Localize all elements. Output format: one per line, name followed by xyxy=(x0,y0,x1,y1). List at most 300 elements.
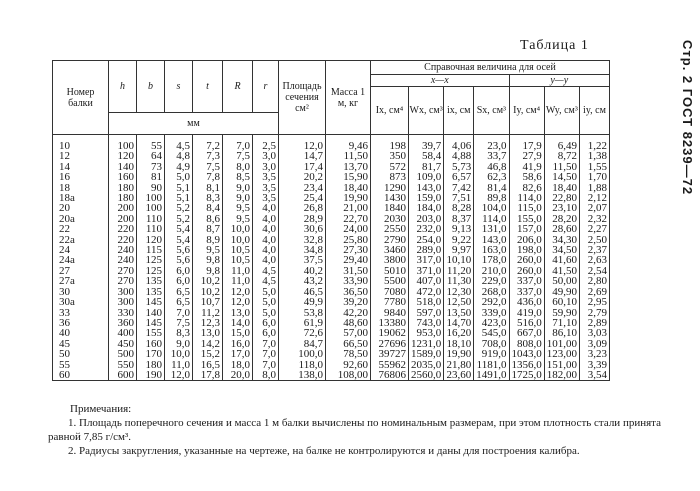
value-cell: 12,0 xyxy=(165,370,193,381)
beam-number-cell: 24а xyxy=(53,255,109,265)
value-cell: 110 xyxy=(137,224,165,234)
value-cell: 6,49 xyxy=(544,135,579,152)
value-cell: 12,50 xyxy=(444,297,474,307)
value-cell: 10,7 xyxy=(193,297,223,307)
value-cell: 317,0 xyxy=(409,255,444,265)
value-cell: 5,1 xyxy=(165,193,193,203)
value-cell: 42,20 xyxy=(326,308,371,318)
value-cell: 1,55 xyxy=(580,162,610,172)
value-cell: 82,6 xyxy=(509,183,544,193)
value-cell: 182,00 xyxy=(544,370,579,381)
value-cell: 8,4 xyxy=(193,203,223,213)
value-cell: 5,4 xyxy=(165,224,193,234)
value-cell: 64 xyxy=(137,151,165,161)
value-cell: 2030 xyxy=(371,214,409,224)
value-cell: 101,00 xyxy=(544,339,579,349)
header-ix: ix, см xyxy=(444,87,474,135)
value-cell: 114,0 xyxy=(474,214,509,224)
value-cell: 597,0 xyxy=(409,308,444,318)
value-cell: 1491,0 xyxy=(474,370,509,381)
value-cell: 200 xyxy=(109,203,137,213)
header-beam-number: Номер балки xyxy=(53,61,109,135)
beam-number-cell: 40 xyxy=(53,328,109,338)
beam-number-cell: 55 xyxy=(53,360,109,370)
value-cell: 46,8 xyxy=(474,162,509,172)
value-cell: 289,0 xyxy=(409,245,444,255)
value-cell: 19062 xyxy=(371,328,409,338)
value-cell: 4,5 xyxy=(253,266,279,276)
value-cell: 5,6 xyxy=(165,245,193,255)
value-cell: 667,0 xyxy=(509,328,544,338)
value-cell: 2,12 xyxy=(580,193,610,203)
value-cell: 2,32 xyxy=(580,214,610,224)
value-cell: 43,2 xyxy=(279,276,326,286)
value-cell: 1430 xyxy=(371,193,409,203)
value-cell: 337,0 xyxy=(509,287,544,297)
value-cell: 89,8 xyxy=(474,193,509,203)
value-cell: 6,5 xyxy=(165,287,193,297)
value-cell: 143,0 xyxy=(409,183,444,193)
value-cell: 170 xyxy=(137,349,165,359)
value-cell: 20,2 xyxy=(279,172,326,182)
value-cell: 10,5 xyxy=(223,255,253,265)
value-cell: 22,70 xyxy=(326,214,371,224)
value-cell: 34,50 xyxy=(544,245,579,255)
value-cell: 61,9 xyxy=(279,318,326,328)
value-cell: 1356,0 xyxy=(509,360,544,370)
header-r: r xyxy=(253,61,279,113)
value-cell: 28,9 xyxy=(279,214,326,224)
value-cell: 32,8 xyxy=(279,235,326,245)
value-cell: 110 xyxy=(137,214,165,224)
value-cell: 140 xyxy=(137,308,165,318)
value-cell: 178,0 xyxy=(474,255,509,265)
value-cell: 27,9 xyxy=(509,151,544,161)
value-cell: 9840 xyxy=(371,308,409,318)
value-cell: 743,0 xyxy=(409,318,444,328)
value-cell: 8,9 xyxy=(193,235,223,245)
value-cell: 180 xyxy=(109,193,137,203)
value-cell: 10,2 xyxy=(193,276,223,286)
value-cell: 104,0 xyxy=(474,203,509,213)
beam-number-cell: 20 xyxy=(53,203,109,213)
value-cell: 229,0 xyxy=(474,276,509,286)
value-cell: 7,2 xyxy=(193,135,223,152)
value-cell: 360 xyxy=(109,318,137,328)
value-cell: 1231,0 xyxy=(409,339,444,349)
value-cell: 159,0 xyxy=(409,193,444,203)
notes-title: Примечания: xyxy=(70,403,132,415)
value-cell: 7,42 xyxy=(444,183,474,193)
beam-number-cell: 45 xyxy=(53,339,109,349)
header-mass: Масса 1 м, кг xyxy=(326,61,371,135)
value-cell: 2790 xyxy=(371,235,409,245)
value-cell: 4,8 xyxy=(165,151,193,161)
value-cell: 339,0 xyxy=(474,308,509,318)
value-cell: 31,50 xyxy=(326,266,371,276)
value-cell: 7,0 xyxy=(253,360,279,370)
beam-number-cell: 30 xyxy=(53,287,109,297)
header-Iy: Iy, см⁴ xyxy=(509,87,544,135)
value-cell: 203,0 xyxy=(409,214,444,224)
value-cell: 232,0 xyxy=(409,224,444,234)
value-cell: 2550 xyxy=(371,224,409,234)
value-cell: 206,0 xyxy=(509,235,544,245)
value-cell: 8,0 xyxy=(253,370,279,381)
header-area: Площадь сечения см² xyxy=(279,61,326,135)
value-cell: 7,0 xyxy=(253,339,279,349)
header-axis-x: x—x xyxy=(371,75,510,87)
value-cell: 100 xyxy=(137,193,165,203)
value-cell: 10,5 xyxy=(223,245,253,255)
value-cell: 6,0 xyxy=(253,318,279,328)
value-cell: 16,5 xyxy=(193,360,223,370)
value-cell: 240 xyxy=(109,255,137,265)
value-cell: 5,0 xyxy=(253,308,279,318)
value-cell: 115,0 xyxy=(509,203,544,213)
value-cell: 2,54 xyxy=(580,266,610,276)
header-b: b xyxy=(137,61,165,113)
value-cell: 17,4 xyxy=(279,162,326,172)
value-cell: 2,69 xyxy=(580,287,610,297)
value-cell: 708,0 xyxy=(474,339,509,349)
value-cell: 73 xyxy=(137,162,165,172)
value-cell: 3800 xyxy=(371,255,409,265)
value-cell: 260,0 xyxy=(509,255,544,265)
page-header-vertical: Стр. 2 ГОСТ 8239—72 xyxy=(680,40,695,196)
value-cell: 7,8 xyxy=(193,172,223,182)
value-cell: 3,23 xyxy=(580,349,610,359)
value-cell: 2,95 xyxy=(580,297,610,307)
value-cell: 15,90 xyxy=(326,172,371,182)
value-cell: 1,70 xyxy=(580,172,610,182)
value-cell: 180 xyxy=(137,360,165,370)
value-cell: 23,0 xyxy=(474,135,509,152)
value-cell: 8,28 xyxy=(444,203,474,213)
value-cell: 4,0 xyxy=(253,235,279,245)
header-s: s xyxy=(165,61,193,113)
value-cell: 268,0 xyxy=(474,287,509,297)
value-cell: 1725,0 xyxy=(509,370,544,381)
value-cell: 39,7 xyxy=(409,135,444,152)
value-cell: 20,0 xyxy=(223,370,253,381)
value-cell: 4,0 xyxy=(253,245,279,255)
value-cell: 330 xyxy=(109,308,137,318)
beam-number-cell: 20а xyxy=(53,214,109,224)
value-cell: 2,80 xyxy=(580,276,610,286)
header-R: R xyxy=(223,61,253,113)
value-cell: 12,0 xyxy=(223,297,253,307)
value-cell: 9,5 xyxy=(193,245,223,255)
value-cell: 5,73 xyxy=(444,162,474,172)
beam-number-cell: 10 xyxy=(53,135,109,152)
value-cell: 371,0 xyxy=(409,266,444,276)
table-row xyxy=(53,297,610,307)
value-cell: 8,1 xyxy=(193,183,223,193)
value-cell: 18,10 xyxy=(444,339,474,349)
value-cell: 58,4 xyxy=(409,151,444,161)
value-cell: 3,39 xyxy=(580,360,610,370)
value-cell: 7080 xyxy=(371,287,409,297)
value-cell: 140 xyxy=(109,162,137,172)
header-axis-y: y—y xyxy=(509,75,610,87)
value-cell: 100 xyxy=(109,135,137,152)
value-cell: 11,0 xyxy=(165,360,193,370)
value-cell: 11,30 xyxy=(444,276,474,286)
value-cell: 500 xyxy=(109,349,137,359)
value-cell: 34,30 xyxy=(544,235,579,245)
value-cell: 138,0 xyxy=(279,370,326,381)
value-cell: 19,90 xyxy=(326,193,371,203)
value-cell: 25,80 xyxy=(326,235,371,245)
value-cell: 4,0 xyxy=(253,214,279,224)
value-cell: 190 xyxy=(137,370,165,381)
value-cell: 12,0 xyxy=(223,287,253,297)
value-cell: 270 xyxy=(109,266,137,276)
beam-table xyxy=(52,60,610,381)
value-cell: 10,0 xyxy=(165,349,193,359)
value-cell: 100,0 xyxy=(279,349,326,359)
value-cell: 41,60 xyxy=(544,255,579,265)
value-cell: 8,0 xyxy=(223,162,253,172)
value-cell: 337,0 xyxy=(509,276,544,286)
value-cell: 7,5 xyxy=(193,162,223,172)
value-cell: 407,0 xyxy=(409,276,444,286)
value-cell: 8,7 xyxy=(193,224,223,234)
value-cell: 27696 xyxy=(371,339,409,349)
value-cell: 24,00 xyxy=(326,224,371,234)
note-1: 1. Площадь поперечного сечения и масса 1 м балки вычислены по номинальным размерам, при этом плотность стали принята равной 7,85 г/см³. xyxy=(48,417,661,443)
value-cell: 19,90 xyxy=(444,349,474,359)
value-cell: 808,0 xyxy=(509,339,544,349)
value-cell: 9,97 xyxy=(444,245,474,255)
value-cell: 21,00 xyxy=(326,203,371,213)
value-cell: 220 xyxy=(109,235,137,245)
value-cell: 145 xyxy=(137,297,165,307)
value-cell: 100 xyxy=(137,203,165,213)
value-cell: 2,89 xyxy=(580,318,610,328)
value-cell: 71,10 xyxy=(544,318,579,328)
value-cell: 18,40 xyxy=(544,183,579,193)
value-cell: 14,2 xyxy=(193,339,223,349)
value-cell: 1,38 xyxy=(580,151,610,161)
value-cell: 516,0 xyxy=(509,318,544,328)
value-cell: 72,6 xyxy=(279,328,326,338)
beam-number-cell: 14 xyxy=(53,162,109,172)
value-cell: 13380 xyxy=(371,318,409,328)
value-cell: 5010 xyxy=(371,266,409,276)
value-cell: 160 xyxy=(109,172,137,182)
table-row xyxy=(53,349,610,359)
value-cell: 600 xyxy=(109,370,137,381)
value-cell: 1589,0 xyxy=(409,349,444,359)
value-cell: 81 xyxy=(137,172,165,182)
value-cell: 17,0 xyxy=(223,349,253,359)
value-cell: 2,27 xyxy=(580,224,610,234)
value-cell: 350 xyxy=(371,151,409,161)
value-cell: 108,00 xyxy=(326,370,371,381)
value-cell: 3,03 xyxy=(580,328,610,338)
value-cell: 2560,0 xyxy=(409,370,444,381)
value-cell: 1043,0 xyxy=(509,349,544,359)
value-cell: 29,40 xyxy=(326,255,371,265)
value-cell: 9,8 xyxy=(193,266,223,276)
value-cell: 15,0 xyxy=(223,328,253,338)
value-cell: 60,10 xyxy=(544,297,579,307)
value-cell: 62,3 xyxy=(474,172,509,182)
value-cell: 13,50 xyxy=(444,308,474,318)
value-cell: 11,0 xyxy=(223,276,253,286)
value-cell: 115 xyxy=(137,245,165,255)
value-cell: 4,06 xyxy=(444,135,474,152)
value-cell: 873 xyxy=(371,172,409,182)
value-cell: 7,0 xyxy=(165,308,193,318)
value-cell: 15,2 xyxy=(193,349,223,359)
value-cell: 13,0 xyxy=(193,328,223,338)
value-cell: 114,0 xyxy=(509,193,544,203)
value-cell: 41,9 xyxy=(509,162,544,172)
value-cell: 81,7 xyxy=(409,162,444,172)
value-cell: 198,0 xyxy=(509,245,544,255)
value-cell: 26,8 xyxy=(279,203,326,213)
value-cell: 2,63 xyxy=(580,255,610,265)
value-cell: 125 xyxy=(137,266,165,276)
value-cell: 300 xyxy=(109,287,137,297)
beam-number-cell: 18 xyxy=(53,183,109,193)
value-cell: 9,5 xyxy=(223,203,253,213)
value-cell: 39,20 xyxy=(326,297,371,307)
value-cell: 125 xyxy=(137,255,165,265)
value-cell: 210,0 xyxy=(474,266,509,276)
value-cell: 157,0 xyxy=(509,224,544,234)
header-units-mm: мм xyxy=(109,113,279,135)
value-cell: 5,0 xyxy=(253,297,279,307)
value-cell: 2,07 xyxy=(580,203,610,213)
value-cell: 3,5 xyxy=(253,193,279,203)
value-cell: 2035,0 xyxy=(409,360,444,370)
value-cell: 57,00 xyxy=(326,328,371,338)
value-cell: 5500 xyxy=(371,276,409,286)
value-cell: 163,0 xyxy=(474,245,509,255)
value-cell: 120 xyxy=(137,235,165,245)
value-cell: 14,70 xyxy=(444,318,474,328)
value-cell: 9,13 xyxy=(444,224,474,234)
beam-number-cell: 27 xyxy=(53,266,109,276)
value-cell: 3,5 xyxy=(253,183,279,193)
value-cell: 200 xyxy=(109,214,137,224)
value-cell: 48,60 xyxy=(326,318,371,328)
value-cell: 400 xyxy=(109,328,137,338)
value-cell: 49,9 xyxy=(279,297,326,307)
value-cell: 9,22 xyxy=(444,235,474,245)
value-cell: 2,79 xyxy=(580,308,610,318)
value-cell: 50,00 xyxy=(544,276,579,286)
value-cell: 10,0 xyxy=(223,235,253,245)
value-cell: 28,60 xyxy=(544,224,579,234)
value-cell: 14,0 xyxy=(223,318,253,328)
value-cell: 6,5 xyxy=(165,297,193,307)
notes xyxy=(48,402,678,458)
value-cell: 109,0 xyxy=(409,172,444,182)
header-h: h xyxy=(109,61,137,113)
value-cell: 41,50 xyxy=(544,266,579,276)
value-cell: 21,80 xyxy=(444,360,474,370)
value-cell: 23,10 xyxy=(544,203,579,213)
value-cell: 14,50 xyxy=(544,172,579,182)
value-cell: 12,3 xyxy=(193,318,223,328)
value-cell: 4,0 xyxy=(253,203,279,213)
value-cell: 3460 xyxy=(371,245,409,255)
value-cell: 254,0 xyxy=(409,235,444,245)
value-cell: 37,5 xyxy=(279,255,326,265)
value-cell: 953,0 xyxy=(409,328,444,338)
value-cell: 5,0 xyxy=(253,287,279,297)
value-cell: 260,0 xyxy=(509,266,544,276)
header-Wy: Wy, см³ xyxy=(544,87,579,135)
value-cell: 9,8 xyxy=(193,255,223,265)
value-cell: 7,0 xyxy=(223,135,253,152)
header-Wx: Wx, см³ xyxy=(409,87,444,135)
beam-number-cell: 12 xyxy=(53,151,109,161)
value-cell: 550 xyxy=(109,360,137,370)
value-cell: 8,37 xyxy=(444,214,474,224)
header-t: t xyxy=(193,61,223,113)
value-cell: 14,7 xyxy=(279,151,326,161)
table-caption: Таблица 1 xyxy=(520,38,589,53)
header-reference: Справочная величина для осей xyxy=(371,61,610,75)
value-cell: 2,37 xyxy=(580,245,610,255)
value-cell: 8,3 xyxy=(193,193,223,203)
value-cell: 292,0 xyxy=(474,297,509,307)
value-cell: 3,0 xyxy=(253,162,279,172)
beam-number-cell: 16 xyxy=(53,172,109,182)
value-cell: 7,0 xyxy=(253,349,279,359)
value-cell: 419,0 xyxy=(509,308,544,318)
value-cell: 7,5 xyxy=(223,151,253,161)
beam-number-cell: 36 xyxy=(53,318,109,328)
beam-number-cell: 24 xyxy=(53,245,109,255)
value-cell: 23,4 xyxy=(279,183,326,193)
value-cell: 8,5 xyxy=(223,172,253,182)
header-iy: iy, см xyxy=(580,87,610,135)
value-cell: 145 xyxy=(137,318,165,328)
value-cell: 3,5 xyxy=(253,172,279,182)
value-cell: 34,8 xyxy=(279,245,326,255)
value-cell: 5,1 xyxy=(165,183,193,193)
value-cell: 4,5 xyxy=(253,276,279,286)
value-cell: 18,0 xyxy=(223,360,253,370)
value-cell: 143,0 xyxy=(474,235,509,245)
table-row xyxy=(53,370,610,381)
value-cell: 5,2 xyxy=(165,214,193,224)
value-cell: 1,22 xyxy=(580,135,610,152)
value-cell: 6,0 xyxy=(165,276,193,286)
value-cell: 1840 xyxy=(371,203,409,213)
value-cell: 12,30 xyxy=(444,287,474,297)
value-cell: 545,0 xyxy=(474,328,509,338)
value-cell: 8,6 xyxy=(193,214,223,224)
value-cell: 11,50 xyxy=(544,162,579,172)
value-cell: 123,00 xyxy=(544,349,579,359)
value-cell: 78,50 xyxy=(326,349,371,359)
value-cell: 86,10 xyxy=(544,328,579,338)
value-cell: 36,50 xyxy=(326,287,371,297)
beam-number-cell: 27а xyxy=(53,276,109,286)
beam-number-cell: 33 xyxy=(53,308,109,318)
value-cell: 16,20 xyxy=(444,328,474,338)
value-cell: 7,3 xyxy=(193,151,223,161)
value-cell: 11,2 xyxy=(193,308,223,318)
